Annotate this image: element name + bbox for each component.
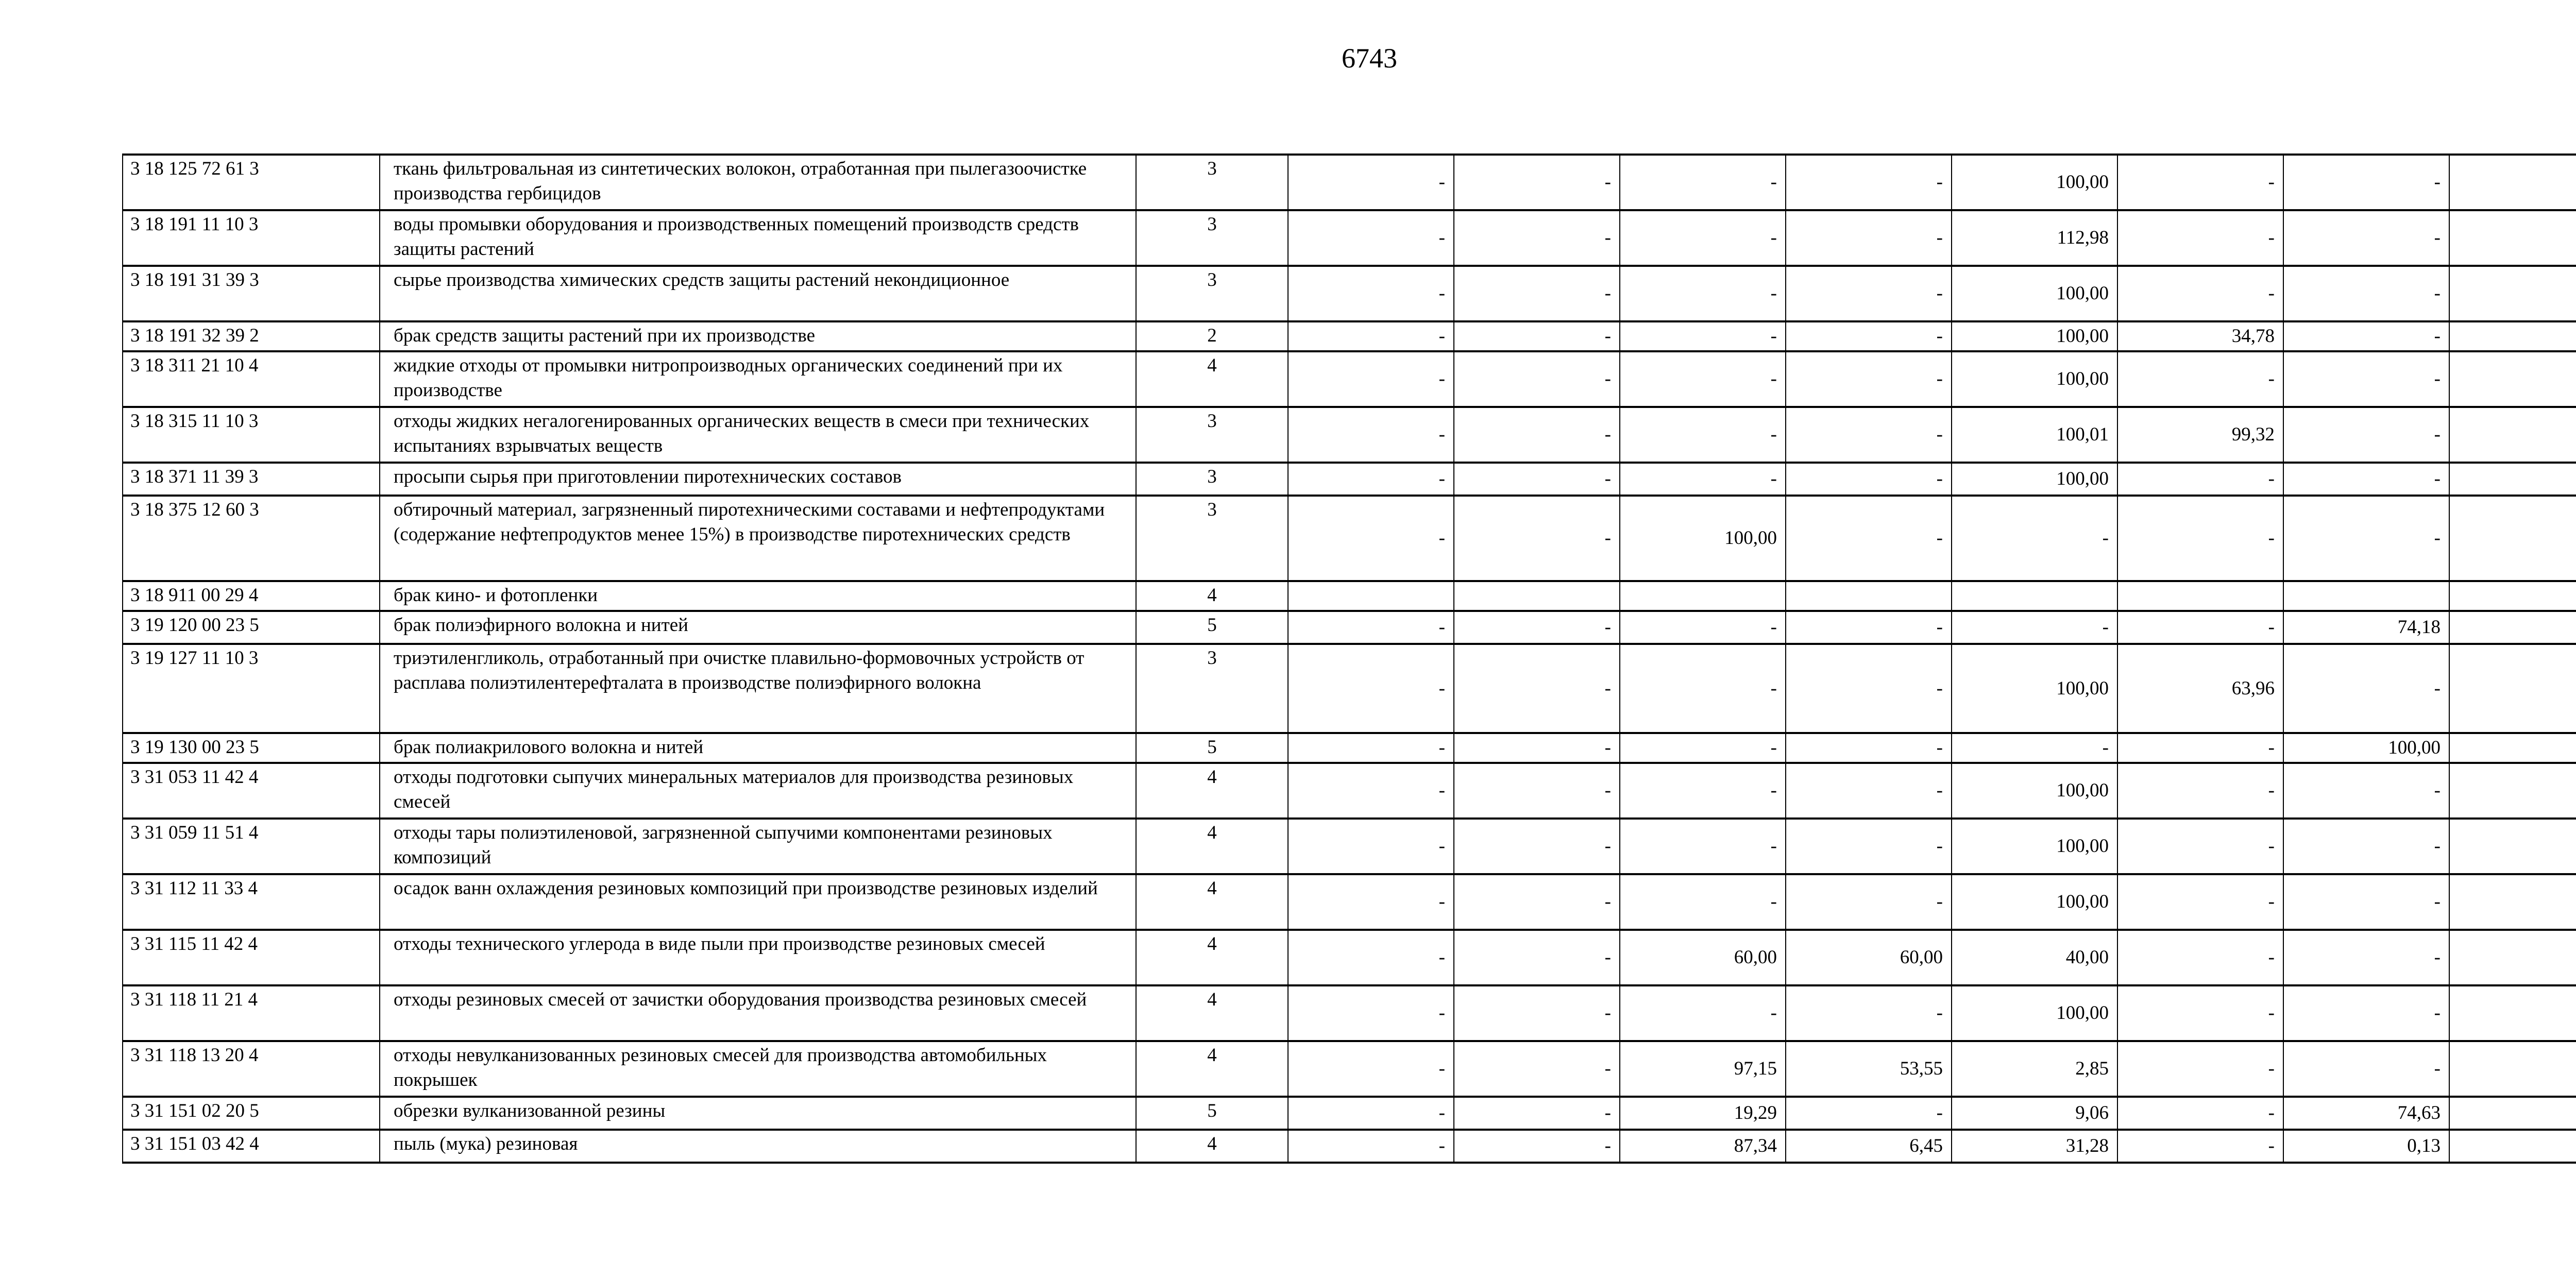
value-cell: 60,00 <box>1620 930 1786 985</box>
value-cell: - <box>2117 155 2283 210</box>
value-cell: - <box>1288 644 1454 733</box>
page-number: 6743 <box>1342 43 1397 74</box>
value-cell: - <box>1786 266 1952 321</box>
table-row <box>123 321 2576 351</box>
value-cell <box>1620 581 1786 611</box>
value-cell: 100,00 <box>1952 874 2117 930</box>
waste-name-cell: просыпи сырья при приготовлении пиротехнических составов <box>380 463 1136 496</box>
value-cell <box>2449 763 2576 819</box>
table-row <box>123 1130 2576 1163</box>
value-cell: - <box>1288 874 1454 930</box>
waste-name-cell: отходы резиновых смесей от зачистки оборудования производства резиновых смесей <box>380 985 1136 1041</box>
value-cell: 97,15 <box>1620 1041 1786 1097</box>
value-cell <box>2117 581 2283 611</box>
hazard-class-cell: 5 <box>1136 733 1288 763</box>
value-cell <box>1952 581 2117 611</box>
value-cell: - <box>1288 819 1454 874</box>
value-cell: - <box>1288 763 1454 819</box>
value-cell: - <box>2283 874 2449 930</box>
value-cell: - <box>1288 930 1454 985</box>
value-cell: - <box>1454 407 1620 463</box>
value-cell: - <box>2283 1041 2449 1097</box>
value-cell: 100,00 <box>1620 496 1786 581</box>
waste-name-cell: ткань фильтровальная из синтетических волокон, отработанная при пылегазоочистке производства гербицидов <box>380 155 1136 210</box>
hazard-class-cell: 4 <box>1136 874 1288 930</box>
hazard-class-cell: 2 <box>1136 321 1288 351</box>
value-cell: - <box>2117 874 2283 930</box>
value-cell <box>1454 581 1620 611</box>
value-cell: - <box>1620 351 1786 407</box>
waste-name-cell: обтирочный материал, загрязненный пиротехническими составами и нефтепродуктами (содержание нефтепродуктов менее 15%) в производстве пиротехнических средств <box>380 496 1136 581</box>
waste-name-cell: отходы тары полиэтиленовой, загрязненной сыпучими компонентами резиновых композиций <box>380 819 1136 874</box>
value-cell: - <box>1454 985 1620 1041</box>
value-cell: - <box>1620 985 1786 1041</box>
value-cell: - <box>1288 1097 1454 1130</box>
waste-name-cell: брак средств защиты растений при их производстве <box>380 321 1136 351</box>
value-cell: - <box>1454 1041 1620 1097</box>
value-cell <box>2449 1041 2576 1097</box>
value-cell: - <box>2283 351 2449 407</box>
waste-code-cell: 3 31 118 13 20 4 <box>123 1041 380 1097</box>
value-cell: - <box>1786 155 1952 210</box>
value-cell <box>2449 611 2576 644</box>
table-row <box>123 819 2576 874</box>
hazard-class-cell: 3 <box>1136 463 1288 496</box>
waste-code-cell: 3 31 053 11 42 4 <box>123 763 380 819</box>
value-cell: 99,32 <box>2117 407 2283 463</box>
value-cell: 87,34 <box>1620 1130 1786 1163</box>
value-cell <box>2449 874 2576 930</box>
value-cell: - <box>1952 496 2117 581</box>
waste-name-cell: жидкие отходы от промывки нитропроизводных органических соединений при их производстве <box>380 351 1136 407</box>
waste-name-cell: пыль (мука) резиновая <box>380 1130 1136 1163</box>
hazard-class-cell: 4 <box>1136 351 1288 407</box>
value-cell: - <box>1620 155 1786 210</box>
waste-code-cell: 3 18 191 31 39 3 <box>123 266 380 321</box>
hazard-class-cell: 4 <box>1136 1130 1288 1163</box>
value-cell <box>2449 351 2576 407</box>
value-cell: 6,45 <box>1786 1130 1952 1163</box>
value-cell: - <box>1288 496 1454 581</box>
value-cell: - <box>2117 351 2283 407</box>
hazard-class-cell: 4 <box>1136 985 1288 1041</box>
value-cell <box>2449 733 2576 763</box>
value-cell: - <box>2117 611 2283 644</box>
value-cell <box>2449 496 2576 581</box>
value-cell: - <box>1786 985 1952 1041</box>
value-cell: 63,96 <box>2117 644 2283 733</box>
hazard-class-cell: 5 <box>1136 1097 1288 1130</box>
value-cell: - <box>1786 644 1952 733</box>
value-cell <box>2449 819 2576 874</box>
value-cell: - <box>2283 210 2449 266</box>
value-cell: 100,00 <box>1952 266 2117 321</box>
value-cell: - <box>2283 321 2449 351</box>
hazard-class-cell: 3 <box>1136 644 1288 733</box>
value-cell: 74,18 <box>2283 611 2449 644</box>
value-cell: - <box>1786 819 1952 874</box>
waste-code-cell: 3 31 112 11 33 4 <box>123 874 380 930</box>
value-cell: - <box>2117 930 2283 985</box>
value-cell: - <box>1288 1041 1454 1097</box>
value-cell: 9,06 <box>1952 1097 2117 1130</box>
value-cell: 100,00 <box>1952 985 2117 1041</box>
value-cell: - <box>1454 266 1620 321</box>
value-cell <box>2449 210 2576 266</box>
value-cell: - <box>1288 321 1454 351</box>
value-cell <box>2283 581 2449 611</box>
value-cell <box>2449 581 2576 611</box>
value-cell: 100,01 <box>1952 407 2117 463</box>
table-row <box>123 733 2576 763</box>
value-cell: - <box>1454 210 1620 266</box>
value-cell: - <box>1786 351 1952 407</box>
table-row <box>123 611 2576 644</box>
waste-name-cell: обрезки вулканизованной резины <box>380 1097 1136 1130</box>
hazard-class-cell: 3 <box>1136 496 1288 581</box>
value-cell: - <box>2117 210 2283 266</box>
value-cell <box>2449 155 2576 210</box>
value-cell: 100,00 <box>1952 155 2117 210</box>
value-cell: - <box>1620 266 1786 321</box>
value-cell: - <box>1454 155 1620 210</box>
table-row <box>123 210 2576 266</box>
value-cell: 40,00 <box>1952 930 2117 985</box>
value-cell <box>2449 1130 2576 1163</box>
value-cell <box>2449 407 2576 463</box>
hazard-class-cell: 4 <box>1136 819 1288 874</box>
value-cell: - <box>1288 611 1454 644</box>
value-cell: - <box>1620 321 1786 351</box>
table-row <box>123 644 2576 733</box>
value-cell: 100,00 <box>1952 463 2117 496</box>
value-cell: - <box>1288 985 1454 1041</box>
value-cell <box>1786 581 1952 611</box>
waste-name-cell: осадок ванн охлаждения резиновых композиций при производстве резиновых изделий <box>380 874 1136 930</box>
waste-code-cell: 3 31 151 02 20 5 <box>123 1097 380 1130</box>
value-cell: - <box>2283 985 2449 1041</box>
waste-name-cell: триэтиленгликоль, отработанный при очистке плавильно-формовочных устройств от расплава полиэтилентерефталата в производстве полиэфирного волокна <box>380 644 1136 733</box>
value-cell: - <box>1288 155 1454 210</box>
waste-name-cell: брак кино- и фотопленки <box>380 581 1136 611</box>
value-cell: - <box>1620 733 1786 763</box>
waste-code-cell: 3 19 130 00 23 5 <box>123 733 380 763</box>
value-cell: - <box>1288 733 1454 763</box>
value-cell: - <box>1786 874 1952 930</box>
value-cell: - <box>1952 733 2117 763</box>
waste-code-cell: 3 31 059 11 51 4 <box>123 819 380 874</box>
table-row <box>123 496 2576 581</box>
table-row <box>123 407 2576 463</box>
table-row <box>123 1097 2576 1130</box>
waste-code-cell: 3 18 911 00 29 4 <box>123 581 380 611</box>
value-cell: - <box>1786 763 1952 819</box>
waste-code-cell: 3 31 118 11 21 4 <box>123 985 380 1041</box>
value-cell: - <box>1454 1130 1620 1163</box>
value-cell <box>2449 1097 2576 1130</box>
value-cell: - <box>1620 874 1786 930</box>
value-cell: - <box>2117 763 2283 819</box>
table-row <box>123 155 2576 210</box>
value-cell <box>2449 985 2576 1041</box>
value-cell <box>1288 581 1454 611</box>
value-cell: 100,00 <box>1952 351 2117 407</box>
table-row <box>123 266 2576 321</box>
value-cell: - <box>1454 874 1620 930</box>
value-cell: - <box>2283 266 2449 321</box>
waste-name-cell: отходы невулканизованных резиновых смесей для производства автомобильных покрышек <box>380 1041 1136 1097</box>
waste-code-cell: 3 31 115 11 42 4 <box>123 930 380 985</box>
hazard-class-cell: 3 <box>1136 210 1288 266</box>
table-row <box>123 930 2576 985</box>
waste-code-cell: 3 18 375 12 60 3 <box>123 496 380 581</box>
waste-name-cell: брак полиэфирного волокна и нитей <box>380 611 1136 644</box>
table-row <box>123 1041 2576 1097</box>
value-cell: 2,85 <box>1952 1041 2117 1097</box>
waste-name-cell: отходы технического углерода в виде пыли при производстве резиновых смесей <box>380 930 1136 985</box>
value-cell <box>2449 463 2576 496</box>
value-cell: 100,00 <box>2283 733 2449 763</box>
value-cell: 100,00 <box>1952 763 2117 819</box>
value-cell: - <box>1454 819 1620 874</box>
value-cell: - <box>2283 819 2449 874</box>
value-cell: - <box>2283 496 2449 581</box>
value-cell: - <box>1454 463 1620 496</box>
table-row <box>123 874 2576 930</box>
value-cell: - <box>1786 463 1952 496</box>
value-cell: - <box>1454 1097 1620 1130</box>
table-row <box>123 985 2576 1041</box>
waste-name-cell: отходы жидких негалогенированных органических веществ в смеси при технических испытаниях взрывчатых веществ <box>380 407 1136 463</box>
value-cell: - <box>1786 733 1952 763</box>
value-cell: 100,00 <box>1952 644 2117 733</box>
value-cell: - <box>2283 155 2449 210</box>
value-cell: 19,29 <box>1620 1097 1786 1130</box>
value-cell: - <box>1454 930 1620 985</box>
value-cell: - <box>1620 210 1786 266</box>
value-cell: 31,28 <box>1952 1130 2117 1163</box>
value-cell: - <box>2117 733 2283 763</box>
value-cell: - <box>2117 463 2283 496</box>
value-cell: - <box>1786 611 1952 644</box>
waste-code-cell: 3 18 125 72 61 3 <box>123 155 380 210</box>
waste-code-cell: 3 18 311 21 10 4 <box>123 351 380 407</box>
value-cell: - <box>1288 210 1454 266</box>
value-cell: - <box>1454 611 1620 644</box>
value-cell: - <box>2283 930 2449 985</box>
hazard-class-cell: 4 <box>1136 763 1288 819</box>
value-cell: - <box>2117 266 2283 321</box>
hazard-class-cell: 4 <box>1136 581 1288 611</box>
waste-code-cell: 3 18 371 11 39 3 <box>123 463 380 496</box>
value-cell <box>2449 266 2576 321</box>
value-cell: - <box>1620 463 1786 496</box>
value-cell: - <box>1786 1097 1952 1130</box>
value-cell <box>2449 644 2576 733</box>
hazard-class-cell: 3 <box>1136 407 1288 463</box>
value-cell: - <box>2117 819 2283 874</box>
table-body <box>123 155 2576 1163</box>
value-cell: - <box>1620 763 1786 819</box>
value-cell: 100,00 <box>1952 321 2117 351</box>
waste-name-cell: сырье производства химических средств защиты растений некондиционное <box>380 266 1136 321</box>
waste-table <box>122 154 2576 1164</box>
value-cell: - <box>1786 210 1952 266</box>
waste-code-cell: 3 18 315 11 10 3 <box>123 407 380 463</box>
value-cell: - <box>2283 763 2449 819</box>
value-cell: - <box>1454 733 1620 763</box>
value-cell: - <box>1952 611 2117 644</box>
value-cell: - <box>1288 1130 1454 1163</box>
value-cell <box>2449 930 2576 985</box>
waste-name-cell: воды промывки оборудования и производственных помещений производств средств защиты растений <box>380 210 1136 266</box>
value-cell: - <box>2283 463 2449 496</box>
value-cell: - <box>1454 763 1620 819</box>
value-cell: - <box>2283 644 2449 733</box>
hazard-class-cell: 3 <box>1136 155 1288 210</box>
hazard-class-cell: 5 <box>1136 611 1288 644</box>
hazard-class-cell: 3 <box>1136 266 1288 321</box>
value-cell: 100,00 <box>1952 819 2117 874</box>
value-cell: - <box>2117 1097 2283 1130</box>
value-cell: - <box>1288 463 1454 496</box>
value-cell: - <box>2117 496 2283 581</box>
value-cell: - <box>1620 644 1786 733</box>
waste-code-cell: 3 18 191 11 10 3 <box>123 210 380 266</box>
table-row <box>123 581 2576 611</box>
hazard-class-cell: 4 <box>1136 1041 1288 1097</box>
table-row <box>123 351 2576 407</box>
waste-name-cell: отходы подготовки сыпучих минеральных материалов для производства резиновых смесей <box>380 763 1136 819</box>
value-cell: - <box>1288 266 1454 321</box>
waste-code-cell: 3 18 191 32 39 2 <box>123 321 380 351</box>
value-cell: 60,00 <box>1786 930 1952 985</box>
value-cell: 0,13 <box>2283 1130 2449 1163</box>
waste-code-cell: 3 31 151 03 42 4 <box>123 1130 380 1163</box>
hazard-class-cell: 4 <box>1136 930 1288 985</box>
value-cell: - <box>1288 407 1454 463</box>
value-cell: - <box>2283 407 2449 463</box>
value-cell: 112,98 <box>1952 210 2117 266</box>
value-cell: - <box>1620 819 1786 874</box>
value-cell: - <box>1786 407 1952 463</box>
value-cell: - <box>1454 496 1620 581</box>
value-cell: - <box>1454 321 1620 351</box>
value-cell: - <box>1786 321 1952 351</box>
value-cell: - <box>1786 496 1952 581</box>
value-cell: - <box>1454 351 1620 407</box>
waste-code-cell: 3 19 120 00 23 5 <box>123 611 380 644</box>
value-cell: - <box>1454 644 1620 733</box>
value-cell: - <box>1620 407 1786 463</box>
value-cell: 34,78 <box>2117 321 2283 351</box>
waste-name-cell: брак полиакрилового волокна и нитей <box>380 733 1136 763</box>
value-cell: 53,55 <box>1786 1041 1952 1097</box>
value-cell: 74,63 <box>2283 1097 2449 1130</box>
value-cell: - <box>2117 1041 2283 1097</box>
value-cell: - <box>1620 611 1786 644</box>
table-row <box>123 463 2576 496</box>
value-cell: - <box>1288 351 1454 407</box>
value-cell: - <box>2117 985 2283 1041</box>
value-cell <box>2449 321 2576 351</box>
waste-code-cell: 3 19 127 11 10 3 <box>123 644 380 733</box>
value-cell: - <box>2117 1130 2283 1163</box>
table-row <box>123 763 2576 819</box>
